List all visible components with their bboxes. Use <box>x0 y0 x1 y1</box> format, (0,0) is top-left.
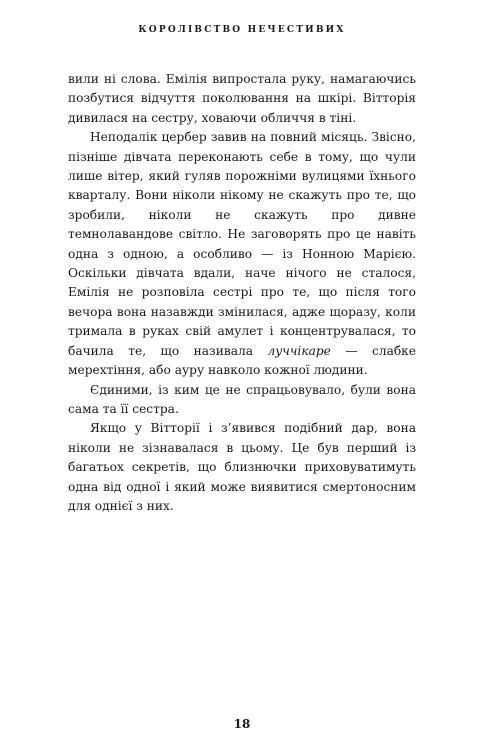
text-run: Якщо у Вітторії і з’явився подібний дар, вона ніколи не зізнавалася в цьому. Це був перший із багатьох секретів, що близнючки приховуватимуть одна від одної і який може виявитися смертоносним для однієї з них. <box>68 421 416 513</box>
body-text <box>68 70 416 516</box>
page-number: 18 <box>233 717 251 731</box>
running-head: КОРОЛІВСТВО НЕЧЕСТИВИХ <box>138 25 346 35</box>
paragraph <box>68 128 416 380</box>
paragraph <box>68 381 416 420</box>
text-run: Неподалік цербер завив на повний місяць. Звісно, пізніше дівчата переконають себе в тому, що чули лише вітер, який гуляв порожніми вулицями їхнього кварталу. Вони ніколи нікому не скажуть про те, що зробили, ніколи не скажуть про дивне темнолавандове світло. Не заговорять про це навіть одна з одною, а особливо — із Нонною Марією. Оскільки дівчата вдали, наче нічого не сталося, Емілія не розповіла сестрі про те, що після того вечора вона назавжди змінилася, адже щоразу, коли тримала в руках свій амулет і концентрувалася, то бачила те, що називала <box>68 130 416 358</box>
text-run: Єдиними, із ким це не спрацьовувало, були вона сама та її сестра. <box>68 382 416 416</box>
text-run: — слабке мерехтіння, або ауру навколо кожної людини. <box>68 343 416 378</box>
italic-term: луччікаре <box>267 343 331 358</box>
text-run: вили ні слова. Емілія випростала руку, намагаючись позбутися відчуття поколювання на шкірі. Вітторія дивилася на сестру, ховаючи обличчя в тіні. <box>68 72 416 125</box>
paragraph <box>68 419 416 516</box>
paragraph <box>68 70 416 128</box>
